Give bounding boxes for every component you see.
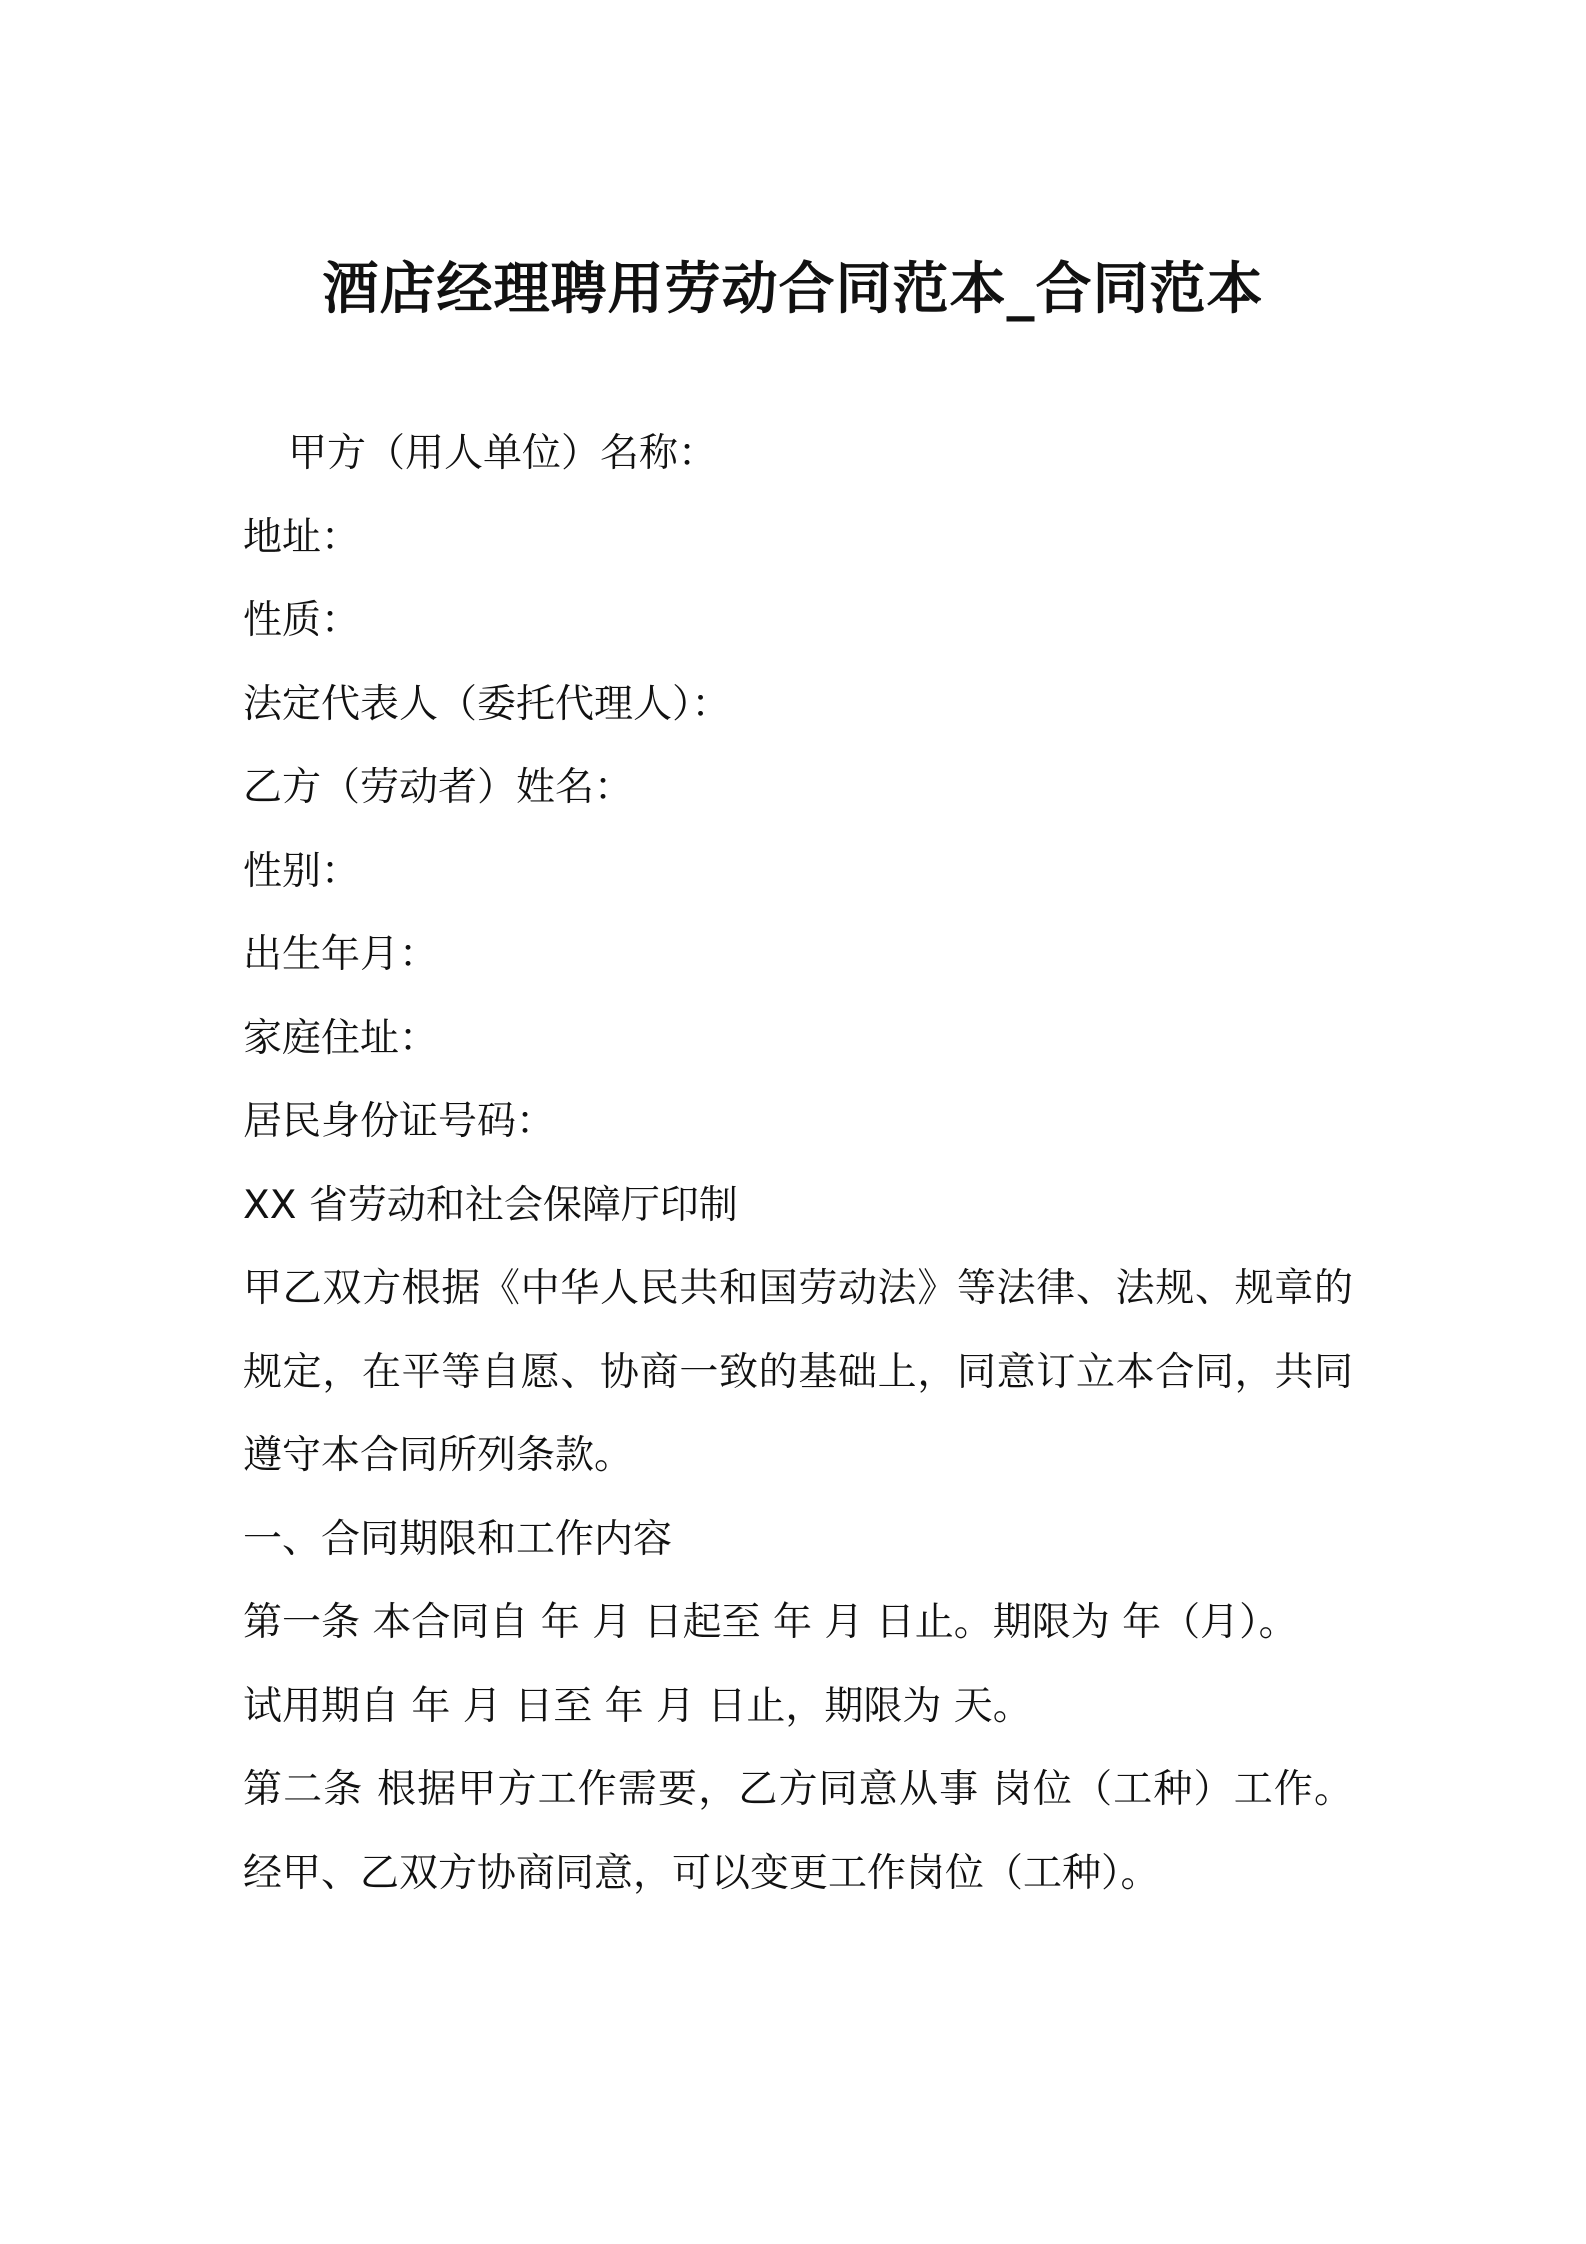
article-2-paragraph: 第二条 根据甲方工作需要，乙方同意从事 岗位（工种）工作。经甲、乙双方协商同意，可以变更工作岗位（工种）。 <box>243 1767 1353 1896</box>
document-body <box>243 412 1353 1915</box>
probation-paragraph: 试用期自 年 月 日至 年 月 日止，期限为 天。 <box>243 1683 1032 1729</box>
address-field: 地址： <box>243 514 361 560</box>
preamble-paragraph: 甲乙双方根据《中华人民共和国劳动法》等法律、法规、规章的规定，在平等自愿、协商一致的基础上，同意订立本合同，共同遵守本合同所列条款。 <box>243 1266 1353 1478</box>
birth-date-field: 出生年月： <box>243 932 439 977</box>
gender-field: 性别： <box>243 848 361 894</box>
employee-name-field: 乙方（劳动者）姓名： <box>243 765 634 810</box>
legal-representative-field: 法定代表人（委托代理人）： <box>243 681 731 727</box>
article-1-paragraph: 第一条 本合同自 年 月 日起至 年 月 日止。期限为 年（月）。 <box>243 1600 1298 1645</box>
printed-by-note: XX 省劳动和社会保障厅印制 <box>243 1182 738 1228</box>
document-title: 酒店经理聘用劳动合同范本_合同范本 <box>322 257 1264 322</box>
nature-field: 性质： <box>243 598 361 643</box>
employer-name-field: 甲方（用人单位）名称： <box>288 431 718 476</box>
id-number-field: 居民身份证号码： <box>243 1099 556 1144</box>
home-address-field: 家庭住址： <box>243 1015 439 1061</box>
section-heading: 一、合同期限和工作内容 <box>243 1516 673 1562</box>
